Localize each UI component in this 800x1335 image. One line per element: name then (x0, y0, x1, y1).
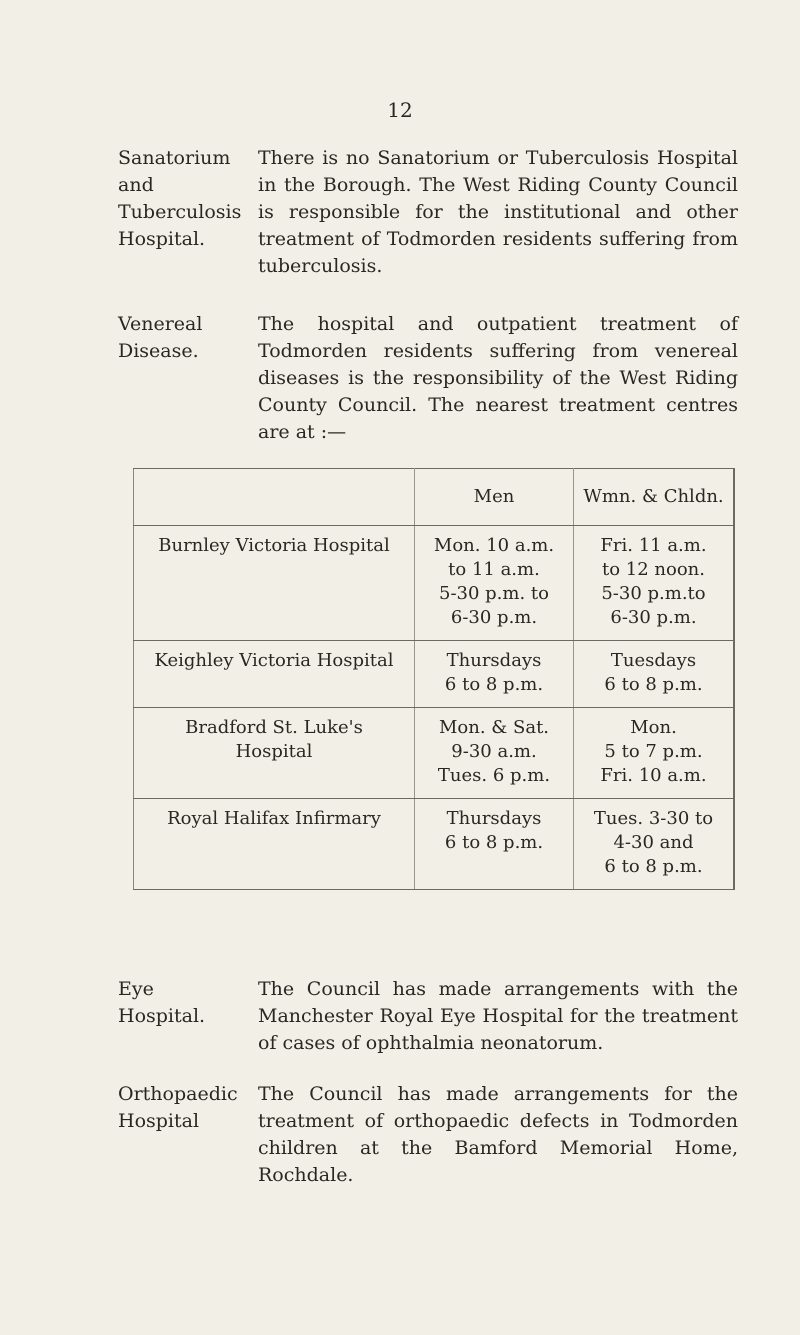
cell-line: 5-30 p.m. to (439, 583, 549, 604)
margin-heading-line: Hospital. (118, 228, 206, 250)
cell-line: 6 to 8 p.m. (444, 832, 544, 853)
table-row (134, 708, 735, 799)
cell-line: Tues. 6 p.m. (437, 765, 551, 786)
paragraph: The Council has made arrangements with the Manchester Royal Eye Hospital for the treatment of cases of ophthalmia neonatorum. (258, 978, 738, 1054)
cell-line: Tuesdays (610, 650, 697, 671)
cell-line: Hospital (235, 741, 313, 762)
cell-line: 9-30 a.m. (451, 741, 537, 762)
margin-heading (118, 1081, 258, 1189)
cell-line: to 12 noon. (602, 559, 705, 580)
men-hours-cell (415, 641, 574, 708)
table-row (134, 641, 735, 708)
cell-line: 6 to 8 p.m. (444, 674, 544, 695)
men-hours-cell (415, 708, 574, 799)
paragraph: There is no Sanatorium or Tuberculosis Hospital in the Borough. The West Riding County Council is responsible for the institutional and other treatment of Todmorden residents suffering from tuberculosis. (258, 147, 738, 277)
paragraph: The Council has made arrangements for the treatment of orthopaedic defects in Todmorden children at the Bamford Memorial Home, Rochdale. (258, 1083, 738, 1186)
cell-line: 6 to 8 p.m. (604, 856, 703, 877)
margin-heading-line: Tuberculosis (118, 201, 242, 223)
header-hospital (134, 469, 415, 526)
section-sanatorium (118, 145, 738, 280)
cell-line: Burnley Victoria Hospital (158, 535, 390, 556)
cell-line: Fri. 10 a.m. (600, 765, 707, 786)
cell-line: to 11 a.m. (448, 559, 540, 580)
hospital-cell (134, 799, 415, 890)
cell-line: Tues. 3-30 to (593, 808, 714, 829)
women-hours-cell (574, 526, 735, 641)
margin-heading-line: Orthopaedic (118, 1083, 238, 1105)
margin-heading-line: Sanatorium (118, 147, 231, 169)
hospital-cell (134, 708, 415, 799)
cell-line: Mon. & Sat. (438, 717, 550, 738)
section-orthopaedic-hospital (118, 1081, 738, 1189)
margin-heading-line: Eye (118, 978, 154, 1000)
cell-line: 6-30 p.m. (610, 607, 697, 628)
cell-line: 6-30 p.m. (450, 607, 538, 628)
margin-heading-line: Hospital. (118, 1005, 206, 1027)
margin-heading-line: Venereal (118, 313, 203, 335)
margin-heading-line: and (118, 174, 154, 196)
cell-line: Thursdays (446, 650, 542, 671)
header-women-children: Wmn. & Chldn. (574, 469, 735, 526)
hospital-cell (134, 641, 415, 708)
margin-heading (118, 145, 258, 280)
cell-line: 5 to 7 p.m. (604, 741, 703, 762)
table-row (134, 526, 735, 641)
paragraph: The hospital and outpatient treatment of Todmorden residents suffering from venereal diseases is the responsibility of the West Riding County Council. The nearest treatment centres are at :— (258, 313, 738, 443)
page-number: 12 (387, 98, 413, 122)
cell-line: Royal Halifax Infirmary (167, 808, 381, 829)
cell-line: 6 to 8 p.m. (604, 674, 703, 695)
women-hours-cell (574, 641, 735, 708)
cell-line: Bradford St. Luke's (185, 717, 363, 738)
cell-line: Mon. 10 a.m. (433, 535, 555, 556)
hospital-cell (134, 526, 415, 641)
margin-heading (118, 311, 258, 446)
margin-heading-line: Hospital (118, 1110, 200, 1132)
table-row (134, 799, 735, 890)
cell-line: Thursdays (446, 808, 542, 829)
cell-line: 5-30 p.m.to (601, 583, 706, 604)
header-men: Men (415, 469, 574, 526)
cell-line: Fri. 11 a.m. (600, 535, 707, 556)
women-hours-cell (574, 708, 735, 799)
women-hours-cell (574, 799, 735, 890)
cell-line: 4-30 and (613, 832, 694, 853)
cell-line: Keighley Victoria Hospital (154, 650, 394, 671)
cell-line: Mon. (630, 717, 677, 738)
margin-heading (118, 976, 258, 1057)
table-header-row (134, 469, 735, 526)
margin-heading-line: Disease. (118, 340, 199, 362)
men-hours-cell (415, 526, 574, 641)
men-hours-cell (415, 799, 574, 890)
section-eye-hospital (118, 976, 738, 1057)
treatment-centres-table (133, 468, 735, 890)
section-venereal-disease (118, 311, 738, 446)
